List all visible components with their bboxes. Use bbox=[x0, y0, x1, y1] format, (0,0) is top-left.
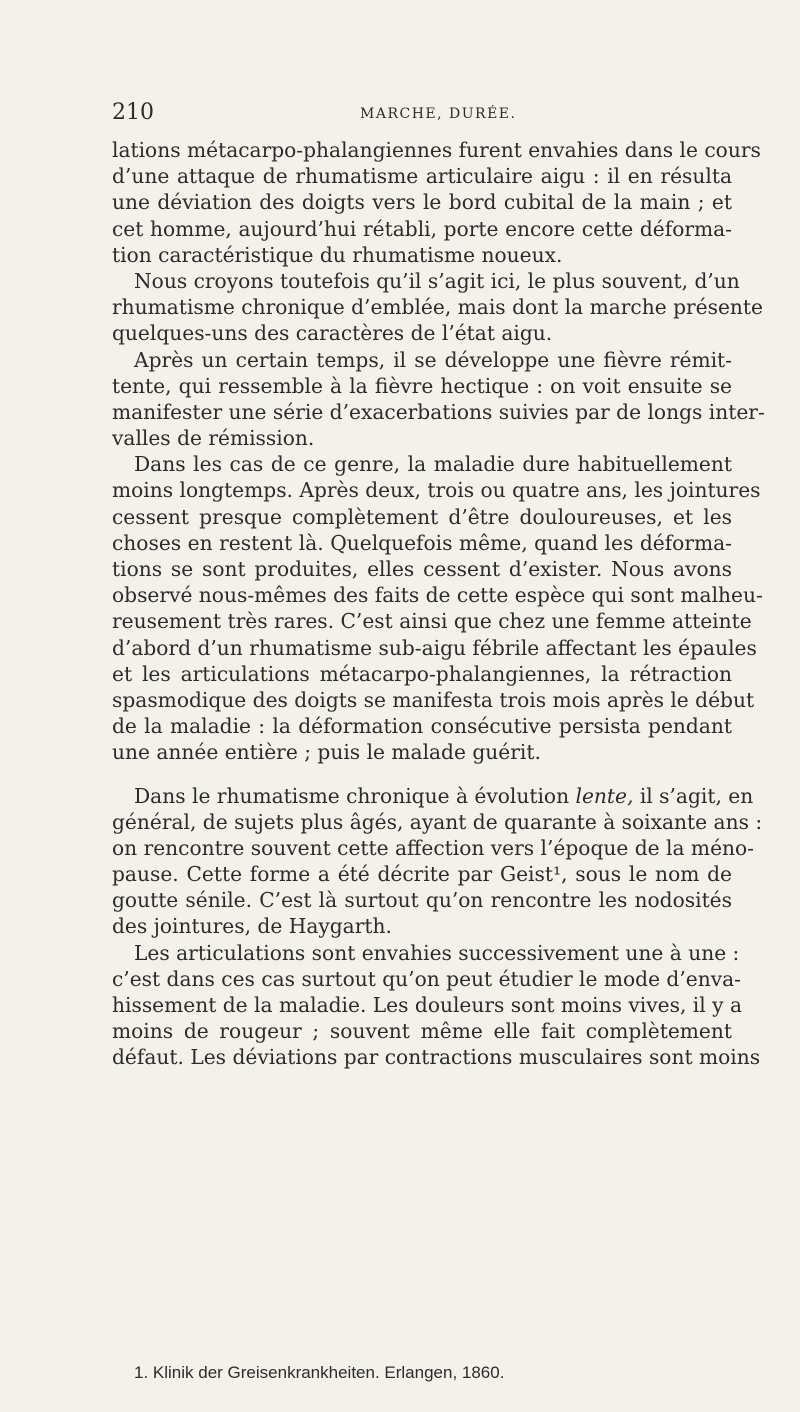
body-text bbox=[112, 137, 765, 1071]
running-title: MARCHE, DURÉE. bbox=[360, 106, 517, 122]
text-line: hissement de la maladie. Les douleurs sont moins vives, il y a bbox=[112, 993, 742, 1017]
text-line: défaut. Les déviations par contractions musculaires sont moins bbox=[112, 1045, 761, 1070]
text-line: lations métacarpo-phalangiennes furent envahies dans le cours bbox=[112, 138, 761, 162]
text-line: goutte sénile. C’est là surtout qu’on rencontre les nodosités bbox=[112, 888, 732, 913]
text-line-lente bbox=[112, 783, 754, 809]
text-line: choses en restent là. Quelquefois même, quand les déforma- bbox=[112, 530, 732, 555]
text-line: une année entière ; puis le malade guérit. bbox=[112, 740, 541, 765]
text-fragment: il s’agit, en bbox=[633, 783, 754, 808]
text-line: manifester une série d’exacerbations suivies par de longs inter- bbox=[112, 399, 765, 424]
text-line: valles de rémission. bbox=[112, 426, 315, 451]
italic-word: lente, bbox=[575, 783, 634, 808]
text-line: Les articulations sont envahies successivement une à une : bbox=[134, 940, 740, 965]
text-line: de la maladie : la déformation consécutive persista pendant bbox=[112, 714, 732, 739]
text-line: tion caractéristique du rhumatisme noueux. bbox=[112, 242, 563, 267]
text-line: spasmodique des doigts se manifesta trois mois après le début bbox=[112, 687, 755, 712]
text-line: cessent presque complètement d’être douloureuses, et les bbox=[112, 504, 732, 529]
text-fragment: Dans le rhumatisme chronique à évolution bbox=[134, 783, 576, 808]
text-line: général, de sujets plus âgés, ayant de quarante à soixante ans : bbox=[112, 809, 763, 834]
text-line: Dans les cas de ce genre, la maladie dure habituellement bbox=[134, 452, 732, 477]
text-line: une déviation des doigts vers le bord cubital de la main ; et bbox=[112, 190, 732, 215]
text-line: c’est dans ces cas surtout qu’on peut étudier le mode d’enva- bbox=[112, 966, 741, 991]
text-line: tente, qui ressemble à la fièvre hectique : on voit ensuite se bbox=[112, 373, 732, 398]
page-number: 210 bbox=[112, 100, 154, 125]
text-line: moins longtemps. Après deux, trois ou quatre ans, les jointures bbox=[112, 478, 761, 503]
text-line: on rencontre souvent cette affection vers l’époque de la méno- bbox=[112, 835, 754, 860]
text-line: pause. Cette forme a été décrite par Geist¹, sous le nom de bbox=[112, 862, 732, 887]
text-line: cet homme, aujourd’hui rétabli, porte encore cette déforma- bbox=[112, 216, 732, 241]
text-line: tions se sont produites, elles cessent d’exister. Nous avons bbox=[112, 557, 732, 581]
footnote: 1. Klinik der Greisenkrankheiten. Erlangen, 1860. bbox=[134, 1363, 505, 1382]
text-line: observé nous-mêmes des faits de cette espèce qui sont malheu- bbox=[112, 583, 763, 608]
text-line: d’une attaque de rhumatisme articulaire aigu : il en résulta bbox=[112, 164, 732, 189]
text-line: des jointures, de Haygarth. bbox=[112, 914, 392, 939]
text-line: Après un certain temps, il se développe une fièvre rémit- bbox=[134, 347, 732, 372]
text-line: quelques-uns des caractères de l’état aigu. bbox=[112, 321, 553, 346]
text-line: Nous croyons toutefois qu’il s’agit ici, le plus souvent, d’un bbox=[134, 268, 740, 293]
section-gap bbox=[112, 766, 732, 783]
text-line: d’abord d’un rhumatisme sub-aigu fébrile affectant les épaules bbox=[112, 635, 757, 660]
text-line: moins de rougeur ; souvent même elle fait complètement bbox=[112, 1019, 732, 1044]
text-line: reusement très rares. C’est ainsi que chez une femme atteinte bbox=[112, 609, 752, 634]
text-line: rhumatisme chronique d’emblée, mais dont la marche présente bbox=[112, 295, 763, 320]
text-line: et les articulations métacarpo-phalangiennes, la rétraction bbox=[112, 661, 732, 686]
running-head bbox=[112, 100, 732, 128]
